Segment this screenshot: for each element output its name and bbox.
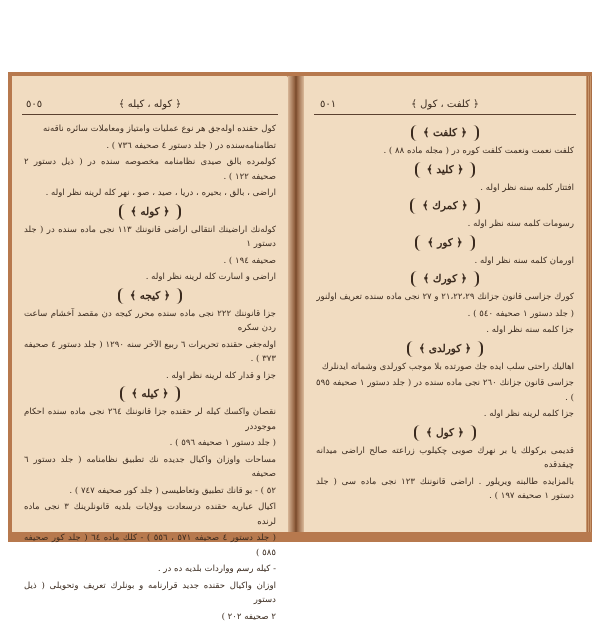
text-line: اراضى و اسارت كله لرينه نظر اوله . — [24, 270, 276, 285]
page-edges — [586, 76, 592, 532]
text-line: كولەنك اراضينك انتقالى اراضى قانوننك ١١٣ نجى ماده سنده در ( جلد دستور ١ — [24, 223, 276, 252]
text-line: مساحات واوزان واكيال جديده نك تطبيق نظامنامه ( جلد دستور ٦ صحيفه — [24, 453, 276, 482]
text-line: ( جلد دستور ١ صحيفه ٥٤٠ ) . — [316, 307, 574, 322]
entry-gece — [24, 288, 276, 384]
text-line: رسومات كلمه سنه نظر اوله . — [316, 217, 574, 232]
text-line: اوزان واكيال حقنده جديد قرارنامه و بونلرك تعريف وتحويلى ( ذيل دستور — [24, 579, 276, 608]
entry-gumruk — [316, 198, 574, 232]
entry-kole — [24, 204, 276, 285]
entry-kilid — [316, 162, 574, 196]
entry-heading: ﴿ كورك ﴾ — [316, 271, 574, 287]
entry-heading: ﴿ كورلدى ﴾ — [316, 341, 574, 357]
text-line: افتتار كلمه سنه نظر اوله . — [316, 181, 574, 196]
entry-kulfet — [316, 125, 574, 159]
entry-heading: ﴿ كيله ﴾ — [24, 386, 276, 402]
entry-kile — [24, 386, 276, 624]
right-page-number: ٥٠١ — [320, 96, 336, 114]
left-page-header — [22, 96, 278, 115]
text-line: جزا و قدار كله لرينه نظر اوله . — [24, 369, 276, 384]
left-page-body — [24, 122, 276, 524]
entry-heading: ﴿ كور ﴾ — [316, 235, 574, 251]
entry-heading: ﴿ كليد ﴾ — [316, 162, 574, 178]
text-line: بالمزايده طالبنه ويريلور . اراضى قانوننك ١٢٣ نجى ماده سى ( جلد دستور ١ صحيفه ١٩٧ ) . — [316, 475, 574, 504]
left-page-intro — [24, 122, 276, 201]
entry-gol — [316, 425, 574, 504]
entry-heading: ﴿ كلفت ﴾ — [316, 125, 574, 141]
entry-gurultu — [316, 341, 574, 422]
text-line: اهاليك راحتى سلب ايده جك صورتده بلا موجب كورلدى وشماته ايدنلرك — [316, 360, 574, 375]
book-gutter — [288, 76, 304, 532]
text-line: - كيله رسم وواردات بلديه ده در . — [24, 562, 276, 577]
text-line: اراضى ، بالق ، بحيره ، دريا ، صيد ، صو ، نهر كله لرينه نظر اوله . — [24, 186, 276, 201]
right-page-header-title: ﴿ كلفت ، كول ﴾ — [314, 96, 576, 114]
entry-koru — [316, 235, 574, 269]
right-page-header — [314, 96, 576, 115]
text-line: كلفت نعمت ونعمت كلفت كوره در ( مجله ماده ٨٨ ) . — [316, 144, 574, 159]
entry-heading: ﴿ كيجه ﴾ — [24, 288, 276, 304]
left-page-header-title: ﴿ كوله ، كيله ﴾ — [22, 96, 278, 114]
entry-heading: ﴿ كوله ﴾ — [24, 204, 276, 220]
text-line: اكيال عياريه حقنده درسعادت وولايات بلديه قانونلرينك ٣ نجى ماده لرنده — [24, 500, 276, 529]
right-page-body — [316, 122, 574, 524]
text-line: كولمرده بالق صيدى نظامنامه مخصوصه سنده در ( ذيل دستور ٢ صحيفه ١٢٢ ) . — [24, 155, 276, 184]
text-line: جزاسى قانون جزانك ٢٦٠ نجى ماده سنده در ( جلد دستور ١ صحيفه ٥٩٥ ) . — [316, 376, 574, 405]
text-line: ( جلد دستور ١ صحيفه ٥٩٦ ) . — [24, 436, 276, 451]
text-line: جزا كلمه لرينه نظر اوله . — [316, 407, 574, 422]
text-line: قديمى بركولك يا بر نهرك صوبى چكيلوب زراعته صالح اراضى ميدانه چيقدقده — [316, 444, 574, 473]
entry-heading: ﴿ كول ﴾ — [316, 425, 574, 441]
text-line: تطامنامەسنده در ( جلد دستور ٤ صحيفه ٧٣٦ ) . — [24, 139, 276, 154]
text-line: اورمان كلمه سنه نظر اوله . — [316, 254, 574, 269]
text-line: جزا قانوننك ٢٢٢ نجى ماده سنده محرر كيجه دن مقصد آخشام ساعت ردن سكره — [24, 307, 276, 336]
text-line: كول حقنده اولەجق هر نوع عمليات وامتياز ومعاملات سائره ناقەنه — [24, 122, 276, 137]
text-line: اولەجغى حقنده تحريرات ٦ ربيع الآخر سنه ١٢٩٠ ( جلد دستور ٤ صحيفه ٣٧٣ ) . — [24, 338, 276, 367]
entry-kurek — [316, 271, 574, 338]
left-page — [12, 76, 288, 532]
text-line: ٢ صحيفه ٢٠٢ ) — [24, 610, 276, 624]
text-line: ( جلد دستور ٤ صحيفه ٥٧١ ، ٥٥٦ ) - كلك ماده ٦٤ ( جلد كور صحيفه ٥٨٥ ) — [24, 531, 276, 560]
text-line: كورك جزاسى قانون جزانك ٢١،٢٢،٢٩ و ٢٧ نجى ماده سنده تعريف اولنور — [316, 290, 574, 305]
text-line: ٥٢ ) - بو قانك تطبيق وتعاطيسى ( جلد كور صحيفه ٧٤٧ ) . — [24, 484, 276, 499]
text-line: جزا كلمه سنه نظر اوله . — [316, 323, 574, 338]
right-page — [304, 76, 586, 532]
text-line: نقصان واكسك كيله لر حقنده جزا قانوننك ٢٦٤ نجى ماده سنده احكام موجوددر — [24, 405, 276, 434]
text-line: صحيفه ١٩٤ ) . — [24, 254, 276, 269]
left-page-number: ٥٠٥ — [26, 96, 42, 114]
entry-heading: ﴿ كمرك ﴾ — [316, 198, 574, 214]
